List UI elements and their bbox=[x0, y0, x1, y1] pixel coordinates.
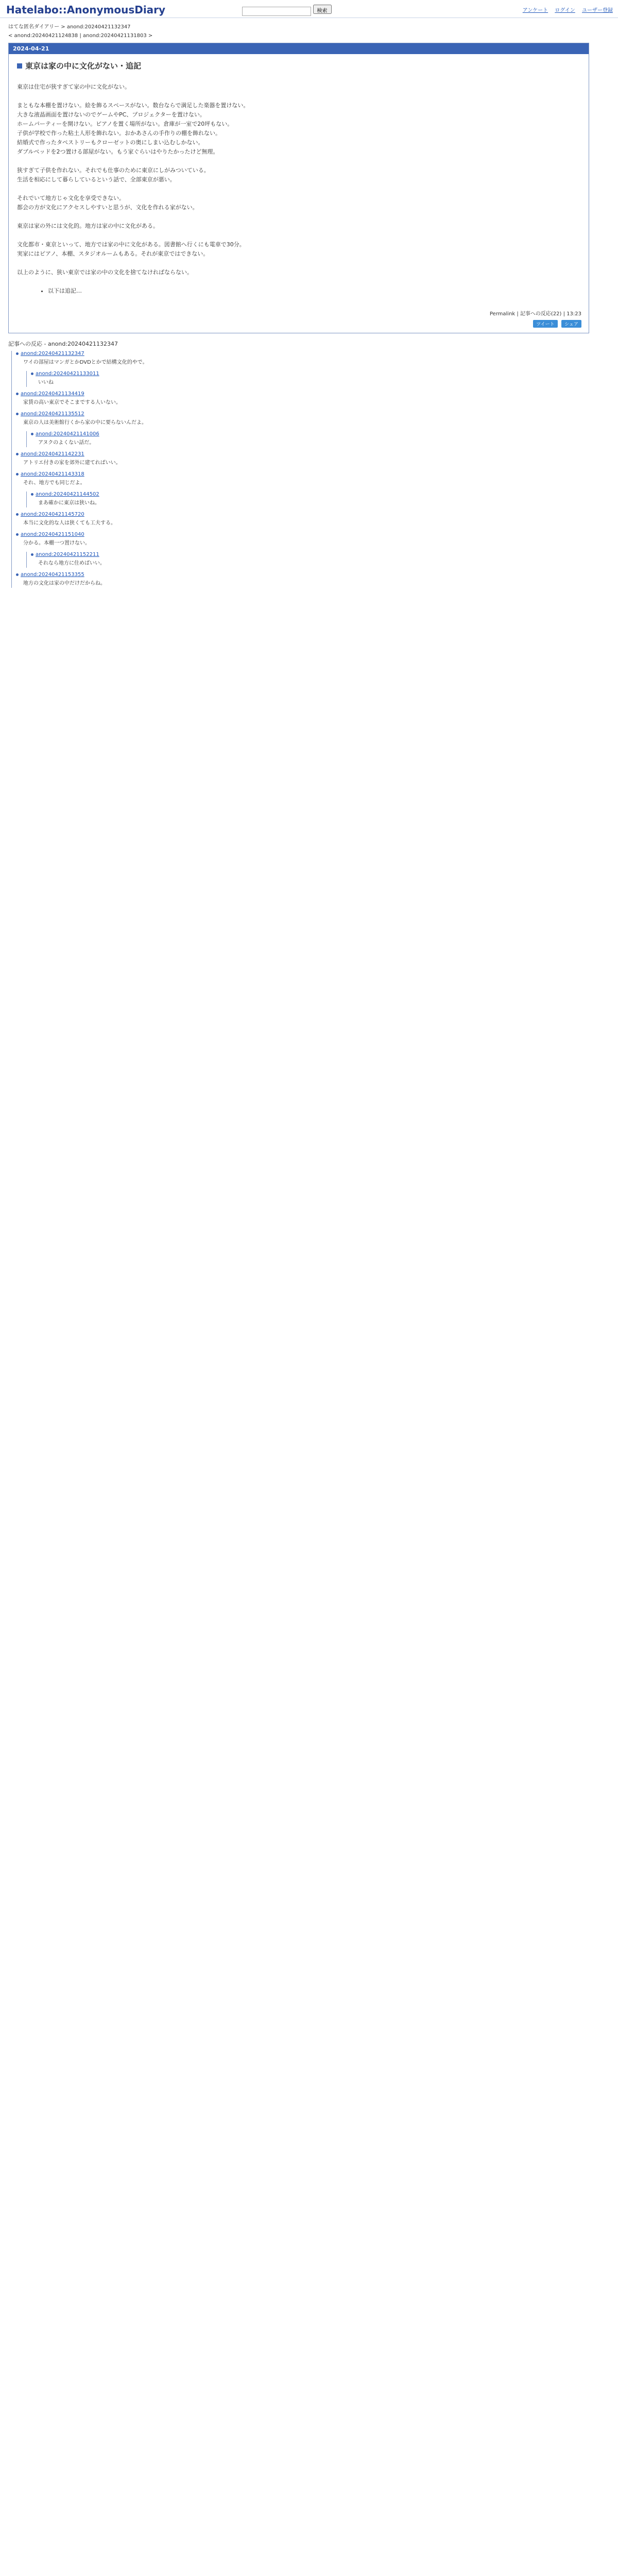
entry-date: 2024-04-21 bbox=[9, 43, 589, 54]
reply-node bbox=[16, 572, 610, 588]
reply-text: 家賃の高い東京でそこまでする人いない。 bbox=[23, 400, 121, 405]
reply-text: 分かる。本棚一つ置けない。 bbox=[23, 540, 90, 546]
reply-link[interactable]: anond:20240421143318 bbox=[16, 471, 610, 477]
reply-text: いいね bbox=[38, 380, 54, 385]
reply-text: 本当に文化的な人は狭くても工夫する。 bbox=[23, 520, 116, 526]
paragraph-line: ダブルベッドを2つ置ける部屋がない。もう家ぐらいはやりたかったけど無理。 bbox=[17, 148, 219, 155]
entry-footer[interactable]: Permalink | 記事への反応(22) | 13:23 bbox=[489, 311, 581, 317]
bullet-icon bbox=[31, 553, 33, 556]
bullet-icon bbox=[16, 573, 19, 576]
paragraph-line: 狭すぎて子供を作れない。それでも仕事のために東京にしがみついている。 bbox=[17, 167, 210, 174]
reply-text: アトリエ付きの家を郊外に建てればいい。 bbox=[23, 460, 121, 466]
reply-node bbox=[16, 411, 610, 427]
reply-node bbox=[26, 371, 610, 387]
paragraph-line: まともな本棚を置けない。絵を飾るスペースがない。数台ならで満足した楽器を置けない。 bbox=[17, 102, 249, 109]
tweet-button[interactable]: ツイート bbox=[533, 320, 558, 328]
bullet-icon bbox=[31, 372, 33, 375]
paragraph-line: 以上のように、狭い東京では家の中の文化を捨てなければならない。 bbox=[17, 269, 193, 276]
entry-paragraph bbox=[17, 222, 580, 231]
paragraph-line: 東京は家の外には文化的。地方は家の中に文化がある。 bbox=[17, 223, 159, 229]
search-form bbox=[242, 5, 332, 16]
reply-text: まあ確かに東京は狭いね。 bbox=[38, 500, 100, 506]
title-square-icon bbox=[17, 63, 22, 69]
reply-link[interactable]: anond:20240421141006 bbox=[31, 431, 610, 437]
reply-node bbox=[16, 532, 610, 548]
reply-node bbox=[16, 351, 610, 367]
bullet-icon bbox=[16, 473, 19, 476]
reply-node bbox=[26, 492, 610, 507]
reply-node bbox=[16, 471, 610, 487]
quote-item: • 以下は追記… bbox=[48, 286, 580, 295]
reply-link[interactable]: anond:20240421145720 bbox=[16, 512, 610, 517]
bullet-icon bbox=[16, 393, 19, 395]
search-input[interactable] bbox=[242, 7, 311, 16]
top-nav bbox=[518, 6, 613, 13]
paragraph-line: 大きな液晶画面を置けないのでゲームやPC、プロジェクターを置けない。 bbox=[17, 111, 205, 118]
reply-link[interactable]: anond:20240421152211 bbox=[31, 552, 610, 557]
reply-link[interactable]: anond:20240421144502 bbox=[31, 492, 610, 497]
paragraph-line: 実家にはピアノ、本棚、スタジオルームもある。それが東京ではできない。 bbox=[17, 250, 209, 257]
breadcrumb[interactable]: はてな匿名ダイアリー > anond:20240421132347 bbox=[8, 24, 131, 30]
reply-text: ワイの部屋はマンガとかDVDとかで結構文化的やで。 bbox=[23, 360, 148, 365]
reply-text: それ、地方でも同じだよ。 bbox=[23, 480, 85, 486]
reply-text: アヌクのよくない話だ。 bbox=[38, 440, 95, 446]
reply-link[interactable]: anond:20240421134419 bbox=[16, 391, 610, 397]
entry-paragraph bbox=[17, 82, 580, 92]
search-button[interactable]: 検索 bbox=[313, 5, 332, 14]
entry-paragraph bbox=[17, 194, 580, 212]
paragraph-line: 生活を相応にして暮らしているという話で、全部東京が悪い。 bbox=[17, 176, 176, 183]
paragraph-line: 結婚式で作ったタペストリーもクローゼットの奥にしまい込むしかない。 bbox=[17, 139, 204, 146]
bullet-icon bbox=[16, 533, 19, 536]
reply-text: それなら地方に住めばいい。 bbox=[38, 561, 105, 566]
day-navigation[interactable]: < anond:20240421124838 | anond:20240421131803 > bbox=[8, 33, 153, 39]
reply-link[interactable]: anond:20240421151040 bbox=[16, 532, 610, 537]
paragraph-line: 都会の方が文化にアクセスしやすいと思うが、文化を作れる家がない。 bbox=[17, 204, 198, 211]
reply-node bbox=[16, 512, 610, 528]
reply-link[interactable]: anond:20240421132347 bbox=[16, 351, 610, 357]
reply-text: 地方の文化は家の中だけだからね。 bbox=[23, 581, 106, 586]
share-button[interactable]: シェア bbox=[561, 320, 581, 328]
bullet-icon bbox=[31, 433, 33, 435]
paragraph-line: 東京は住宅が狭すぎて家の中に文化がない。 bbox=[17, 83, 130, 90]
references-heading: 記事への反応 - anond:20240421132347 bbox=[8, 341, 118, 347]
reply-link[interactable]: anond:20240421153355 bbox=[16, 572, 610, 578]
entry-paragraphs bbox=[17, 82, 580, 277]
reply-node bbox=[26, 431, 610, 447]
nav-survey[interactable]: アンケート bbox=[522, 8, 548, 13]
site-header bbox=[0, 0, 618, 18]
paragraph-line: 文化都市・東京といって、地方では家の中に文化がある。図書館へ行くにも電車で30分。 bbox=[17, 241, 245, 248]
reply-node bbox=[16, 451, 610, 467]
reply-node bbox=[26, 552, 610, 568]
nav-login[interactable]: ログイン bbox=[555, 8, 575, 13]
reply-text: 東京の人は美術館行くから家の中に要らないんだよ。 bbox=[23, 420, 147, 426]
bullet-icon bbox=[16, 413, 19, 415]
entry-paragraph bbox=[17, 166, 580, 184]
reply-link[interactable]: anond:20240421133011 bbox=[31, 371, 610, 377]
paragraph-line: それでいて地方じゃ文化を享受できない。 bbox=[17, 195, 125, 201]
entry-title-text: 東京は家の中に文化がない・追記 bbox=[25, 61, 142, 71]
entry-paragraph bbox=[17, 268, 580, 277]
nav-register[interactable]: ユーザー登録 bbox=[582, 8, 613, 13]
share-buttons bbox=[9, 320, 589, 333]
entry bbox=[8, 43, 589, 333]
reply-tree bbox=[11, 351, 610, 588]
paragraph-line: 子供が学校で作った粘土人形を飾れない。おかあさんの手作りの棚を飾れない。 bbox=[17, 130, 221, 137]
entry-paragraph bbox=[17, 240, 580, 259]
reply-link[interactable]: anond:20240421142231 bbox=[16, 451, 610, 457]
entry-title[interactable] bbox=[17, 60, 580, 71]
entry-quote bbox=[27, 286, 580, 295]
paragraph-line: ホームパーティーを開けない。ピアノを置く場所がない。倉庫が一室で20坪もない。 bbox=[17, 121, 233, 127]
bullet-icon bbox=[16, 453, 19, 455]
reply-node bbox=[16, 391, 610, 407]
reply-link[interactable]: anond:20240421135512 bbox=[16, 411, 610, 417]
site-logo[interactable]: Hatelabo::AnonymousDiary bbox=[6, 4, 166, 16]
bullet-icon bbox=[16, 352, 19, 355]
entry-paragraph bbox=[17, 101, 580, 157]
bullet-icon bbox=[16, 513, 19, 516]
bullet-icon bbox=[31, 493, 33, 496]
